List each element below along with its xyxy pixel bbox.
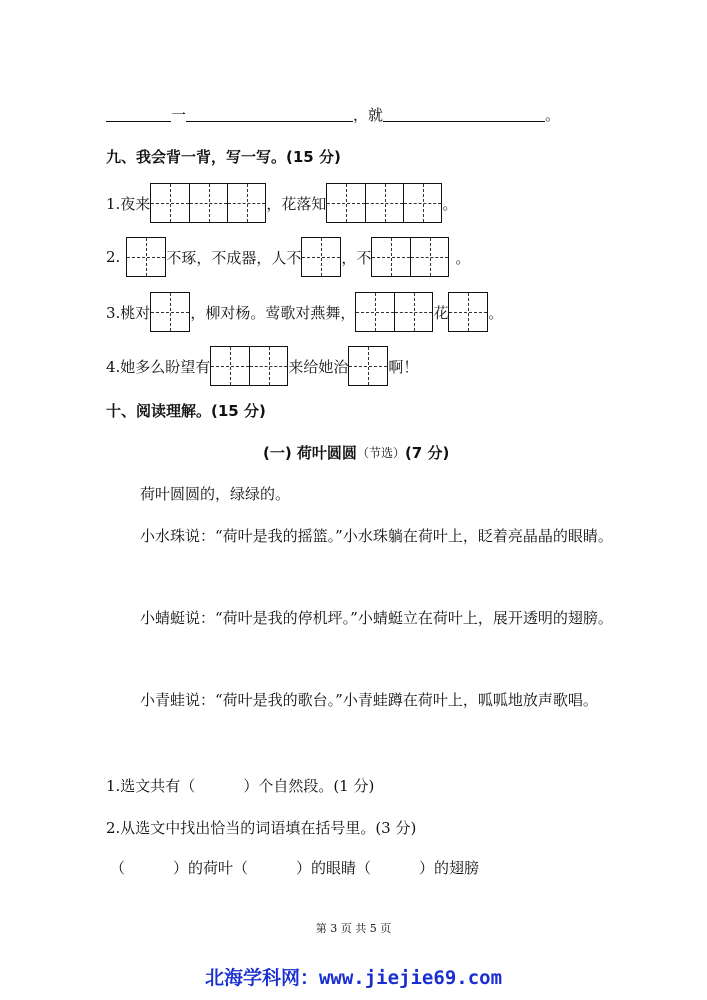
- char-grid[interactable]: [326, 183, 442, 223]
- section-9-title: [106, 146, 341, 167]
- text: ，柳对杨。莺歌对燕舞，: [190, 303, 356, 322]
- paragraph-text: 小水珠说：“荷叶是我的摇篮。”小水珠躺在荷叶上，眨着亮晶晶的眼睛。: [140, 527, 613, 545]
- text: 2.从选文中找出恰当的词语填在括号里。(3 分): [106, 819, 417, 837]
- watermark-site[interactable]: 北海学科网：www.jiejie69.com: [204, 967, 503, 989]
- text: 。: [442, 194, 458, 213]
- text: ）的荷叶（: [173, 859, 249, 877]
- section-title: 九、我会背一背，写一写。(15 分): [106, 148, 341, 166]
- passage-title: [263, 442, 449, 463]
- question-1: [106, 775, 374, 796]
- text: ）个自然段。(1 分): [243, 777, 375, 795]
- recite-item-1: [106, 183, 457, 223]
- text: 花: [433, 303, 449, 322]
- passage-paragraph: [106, 680, 626, 721]
- text: 1.选文共有（: [106, 777, 196, 795]
- blank[interactable]: [106, 107, 171, 122]
- text: ，就: [353, 106, 384, 124]
- paragraph-text: 荷叶圆圆的，绿绿的。: [140, 485, 291, 503]
- recite-item-2: [106, 237, 470, 277]
- char-grid[interactable]: [150, 183, 266, 223]
- char-grid[interactable]: [448, 292, 488, 332]
- text: 3.桃对: [106, 303, 151, 322]
- section-10-title: [106, 400, 266, 421]
- text: ，不: [341, 248, 372, 267]
- page-footer: 第 3 页 共 5 页: [315, 922, 392, 935]
- text: 。: [545, 106, 561, 124]
- text: ，花落知: [266, 194, 327, 213]
- text: 。: [488, 303, 504, 322]
- char-grid[interactable]: [126, 237, 166, 277]
- passage-paragraph: [106, 516, 626, 557]
- char-grid[interactable]: [301, 237, 341, 277]
- passage-paragraph: [106, 598, 626, 639]
- text: ）的眼睛（: [296, 859, 372, 877]
- char-grid[interactable]: [150, 292, 190, 332]
- char-grid[interactable]: [355, 292, 433, 332]
- text: 1.夜来: [106, 194, 151, 213]
- passage-score: (7 分): [404, 444, 450, 462]
- passage-paragraph: [106, 474, 626, 515]
- text: 2.: [106, 248, 121, 266]
- text: 啊！: [388, 357, 419, 376]
- text: ）的翅膀: [419, 859, 480, 877]
- question-2-blanks: [110, 857, 479, 878]
- char-grid[interactable]: [210, 346, 288, 386]
- text: 一: [171, 106, 187, 124]
- recite-item-3: [106, 292, 503, 332]
- text: 。: [455, 248, 471, 267]
- text: 不琢，不成器，人不: [166, 248, 302, 267]
- section-title: 十、阅读理解。(15 分): [106, 402, 266, 420]
- text: 4.她多么盼望有: [106, 357, 211, 376]
- paragraph-text: 小青蛙说：“荷叶是我的歌台。”小青蛙蹲在荷叶上，呱呱地放声歌唱。: [140, 691, 598, 709]
- blank[interactable]: [383, 107, 545, 122]
- text: （: [110, 859, 126, 877]
- question-2: [106, 817, 416, 838]
- text: 来给她治: [288, 357, 349, 376]
- char-grid[interactable]: [348, 346, 388, 386]
- fill-line-q8: [106, 104, 560, 125]
- passage-name: (一) 荷叶圆圆: [263, 444, 357, 462]
- blank[interactable]: [186, 107, 353, 122]
- char-grid[interactable]: [371, 237, 449, 277]
- recite-item-4: [106, 346, 418, 386]
- paragraph-text: 小蜻蜓说：“荷叶是我的停机坪。”小蜻蜓立在荷叶上，展开透明的翅膀。: [140, 609, 613, 627]
- passage-note: （节选）: [356, 446, 405, 460]
